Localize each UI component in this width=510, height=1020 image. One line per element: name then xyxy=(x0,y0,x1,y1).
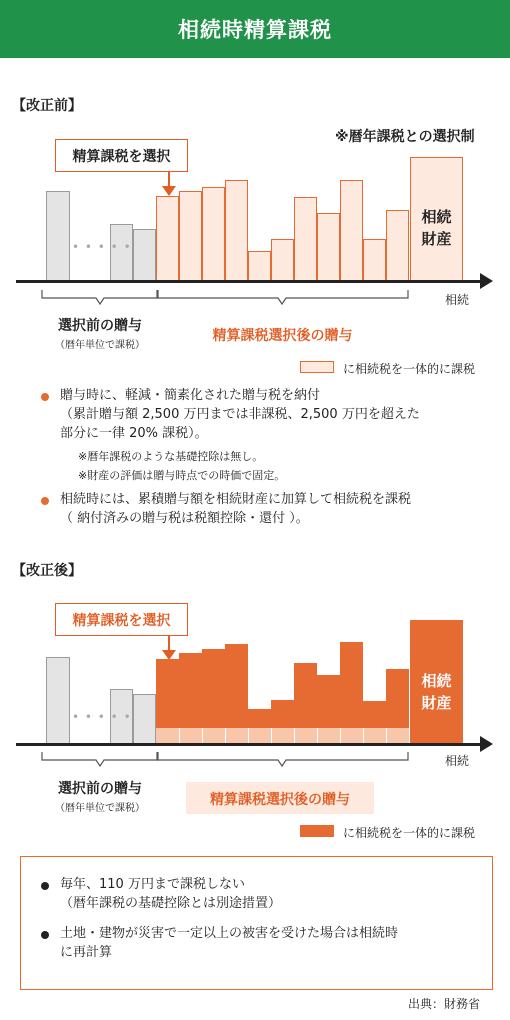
time-axis-after xyxy=(16,743,482,746)
time-axis-before xyxy=(16,280,482,283)
bullet-2-line-1: 相続時には、累積贈与額を相続財産に加算して相続税を課税 xyxy=(60,492,412,507)
band-divider xyxy=(386,728,387,744)
gift-bar-post xyxy=(317,213,340,281)
band-divider xyxy=(248,728,249,744)
right-brace-label-after: 精算課税選択後の贈与 xyxy=(210,792,350,808)
bullet-1-line-3: 部分に一律 20% 課税）。 xyxy=(60,426,208,441)
estate-label-before: 相続 財産 xyxy=(421,208,452,248)
band-divider xyxy=(317,728,318,744)
band-divider xyxy=(294,728,295,744)
gift-bar-pre xyxy=(46,657,70,744)
summary-1-line-2: （暦年課税の基礎控除とは別途措置） xyxy=(60,896,282,911)
gift-bar-post xyxy=(363,239,386,281)
bullet-icon xyxy=(41,393,49,401)
gift-bar-post xyxy=(271,239,294,281)
axis-arrow-icon xyxy=(480,273,493,289)
band-divider xyxy=(271,728,272,744)
gift-bar-post xyxy=(248,251,271,281)
bullet-2-line-2: （ 納付済みの贈与税は税額控除・還付 ）。 xyxy=(60,511,309,526)
bullet-1-line-1: 贈与時に、軽減・簡素化された贈与税を納付 xyxy=(60,388,321,403)
source-note: 出典：財務省 xyxy=(408,997,481,1011)
legend-text-after: に相続税を一体的に課税 xyxy=(343,826,476,840)
legend-swatch-before xyxy=(300,361,334,373)
bullet-1-line-2: （累計贈与額 2,500 万円までは非課税、2,500 万円を超えた xyxy=(60,407,420,422)
gift-bar-post xyxy=(386,210,409,281)
band-divider xyxy=(363,728,364,744)
axis-label-after: 相続 xyxy=(445,754,470,768)
legend-swatch-after xyxy=(300,825,334,837)
section-label-after: 【改正後】 xyxy=(12,563,82,579)
band-divider xyxy=(225,728,226,744)
left-brace-sub-after: （暦年単位で課税） xyxy=(55,803,145,814)
gift-bar-post xyxy=(294,197,317,281)
summary-1-line-1: 毎年、110 万円まで課税しない xyxy=(60,877,245,892)
gift-bar-post xyxy=(156,196,179,281)
band-divider xyxy=(202,728,203,744)
right-brace-label-before: 精算課税選択後の贈与 xyxy=(212,328,353,344)
bullet-icon xyxy=(41,497,49,505)
bullet-1-note-2: ※財産の評価は贈与時点での時価で固定。 xyxy=(78,469,286,482)
summary-2-line-1: 土地・建物が災害で一定以上の被害を受けた場合は相続時 xyxy=(60,926,399,941)
gift-bar-pre xyxy=(46,191,70,281)
gift-bar-pre xyxy=(133,694,156,744)
page-title: 相続時精算課税 xyxy=(0,0,510,58)
select-label-before: 精算課税を選択 xyxy=(55,139,188,172)
left-brace-sub-before: （暦年単位で課税） xyxy=(55,340,145,351)
section-label-before: 【改正前】 xyxy=(12,98,82,114)
bullet-icon xyxy=(41,931,49,939)
axis-label-before: 相続 xyxy=(445,293,470,307)
ellipsis-dots-before: • • • • • xyxy=(72,240,132,254)
system-note: ※暦年課税との選択制 xyxy=(335,129,475,145)
legend-text-before: に相続税を一体的に課税 xyxy=(343,362,476,376)
left-brace-before xyxy=(40,290,160,310)
gift-bar-post xyxy=(340,180,363,281)
down-arrow-icon xyxy=(160,172,178,198)
right-brace-after xyxy=(155,752,410,772)
left-brace-label-before: 選択前の贈与 xyxy=(58,318,142,334)
exempt-band xyxy=(156,728,409,744)
left-brace-after xyxy=(40,752,160,772)
gift-bar-pre xyxy=(133,229,156,281)
gift-bar-post xyxy=(179,191,202,281)
ellipsis-dots-after: • • • • • xyxy=(72,710,132,724)
axis-arrow-icon xyxy=(480,736,493,752)
gift-bar-post xyxy=(202,187,225,281)
estate-label-after: 相続 財産 xyxy=(421,672,452,712)
bullet-1-note-1: ※暦年課税のような基礎控除は無し。 xyxy=(78,450,264,463)
summary-2-line-2: に再計算 xyxy=(60,945,113,960)
gift-bar-post xyxy=(225,180,248,281)
left-brace-label-after: 選択前の贈与 xyxy=(58,781,142,797)
bullet-icon xyxy=(41,882,49,890)
right-brace-before xyxy=(155,290,410,310)
band-divider xyxy=(179,728,180,744)
band-divider xyxy=(340,728,341,744)
select-label-after: 精算課税を選択 xyxy=(55,603,188,636)
